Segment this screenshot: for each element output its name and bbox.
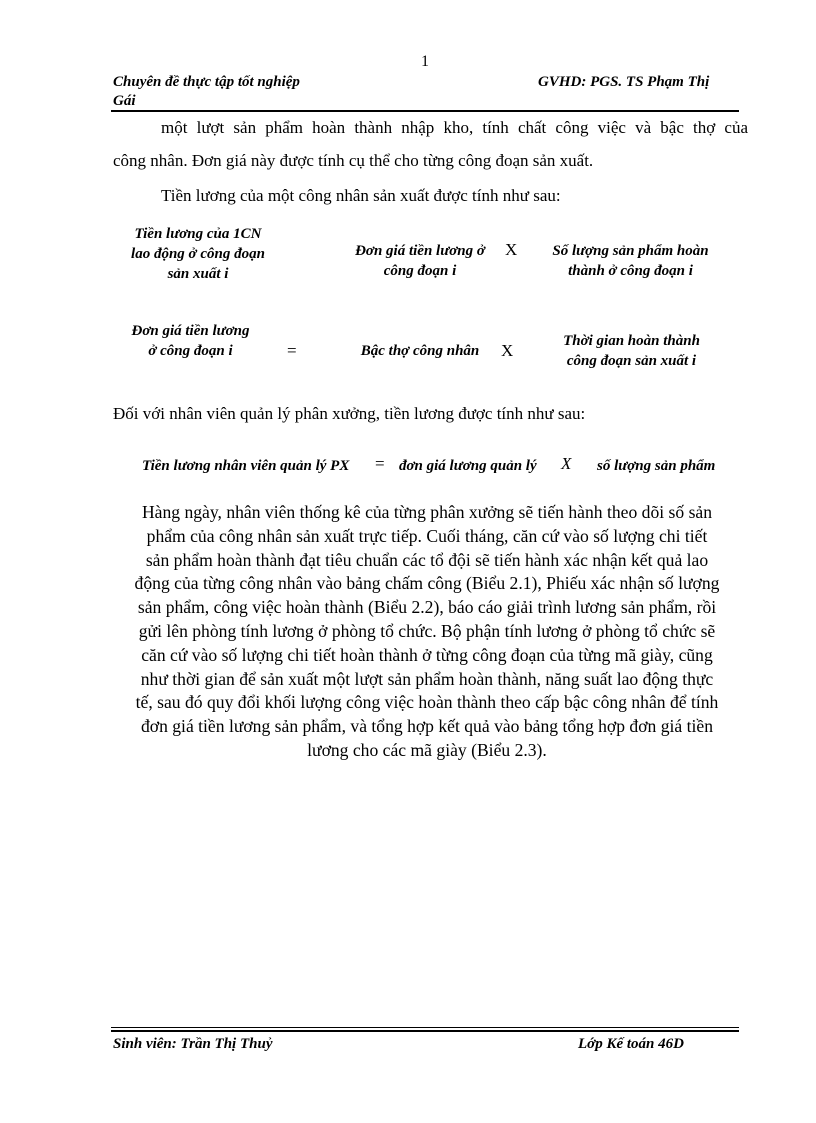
formula2-term2-line-1: Thời gian hoàn thành: [563, 333, 700, 349]
formula2-term1: Bậc thợ công nhân: [360, 343, 480, 359]
formula3-multiply: X: [561, 454, 572, 473]
footer-rule-bottom: [111, 1030, 739, 1032]
page-number: 1: [421, 53, 429, 70]
formula1-term1-line-2: công đoạn i: [383, 263, 457, 279]
formula3-term1: đơn giá lương quản lý: [399, 458, 537, 474]
footer-rule-top: [111, 1027, 739, 1028]
formula1-lhs: [113, 224, 283, 284]
formula1-lhs-line-1: Tiền lương của 1CN: [134, 226, 262, 242]
intro-line-1: một lượt sản phẩm hoàn thành nhập kho, tính chất công việc và bậc thợ của: [161, 118, 748, 137]
paragraph-line: sản phẩm hoàn thành đạt tiêu chuẩn các tổ đội sẽ tiến hành xác nhận kết quả lao: [145, 549, 709, 570]
formula2-lhs-line-1: Đơn giá tiền lương: [131, 323, 250, 339]
formula1-term2: [538, 241, 723, 281]
header-title-line-1: Chuyên đề thực tập tốt nghiệp: [113, 74, 300, 90]
paragraph-line: gửi lên phòng tính lương ở phòng tổ chức. Bộ phận tính lương ở phòng tổ chức sẽ: [138, 620, 716, 641]
formula1-term1-line-1: Đơn giá tiền lương ở: [355, 243, 485, 259]
footer-student: Sinh viên: Trần Thị Thuỷ: [113, 1036, 273, 1052]
formula1-lhs-line-2: lao động ở công đoạn: [131, 246, 265, 262]
paragraph-line: động của từng công nhân vào bảng chấm công (Biểu 2.1), Phiếu xác nhận số lượng: [134, 573, 720, 594]
intro-line-3: Tiền lương của một công nhân sản xuất được tính như sau:: [161, 186, 561, 205]
formula2-multiply: X: [501, 341, 514, 360]
paragraph-line: sản phẩm, công việc hoàn thành (Biểu 2.2), báo cáo giải trình lương sản phẩm, rồi: [137, 597, 717, 618]
paragraph-line: đơn giá tiền lương sản phẩm, và tổng hợp kết quả vào bảng tổng hợp đơn giá tiền: [140, 716, 714, 737]
paragraph-line: Hàng ngày, nhân viên thống kê của từng phân xưởng sẽ tiến hành theo dõi số sản: [141, 502, 713, 522]
formula2-equals: =: [287, 341, 297, 360]
header-rule: [111, 110, 739, 112]
formula1-term2-line-2: thành ở công đoạn i: [568, 263, 693, 279]
formula2-lhs-line-2: ở công đoạn i: [148, 343, 233, 359]
paragraph-line: lương cho các mã giày (Biểu 2.3).: [307, 739, 547, 760]
formula3-term2: số lượng sản phẩm: [597, 458, 716, 474]
paragraph-line: tế, sau đó quy đổi khối lượng công việc hoàn thành theo cấp bậc công nhân để tính: [135, 692, 719, 713]
formula1-term2-line-1: Số lượng sản phẩm hoàn: [552, 243, 709, 259]
formula2-lhs: [113, 321, 268, 361]
paragraph-line: căn cứ vào số lượng chi tiết hoàn thành ở từng công đoạn của từng mã giày, cũng: [141, 644, 713, 665]
formula3-equals: =: [375, 454, 385, 473]
paragraph-line: như thời gian để sản xuất một lượt sản phẩm hoàn thành, năng suất lao động thực: [140, 668, 714, 689]
header-document-title: [113, 73, 413, 111]
footer-class: Lớp Kế toán 46D: [578, 1036, 684, 1052]
formula3-lhs: Tiền lương nhân viên quản lý PX: [142, 458, 350, 474]
paragraph-line: phẩm của công nhân sản xuất trực tiếp. Cuối tháng, căn cứ vào số lượng chi tiết: [146, 525, 708, 546]
formula1-term1: [340, 241, 500, 281]
intro-line-2: công nhân. Đơn giá này được tính cụ thể cho từng công đoạn sản xuất.: [113, 151, 594, 170]
formula2-term2: [544, 331, 719, 371]
formula2-term2-line-2: công đoạn sản xuất i: [566, 353, 697, 369]
header-title-line-2: Gái: [113, 93, 136, 109]
manager-intro: Đối với nhân viên quản lý phân xưởng, tiền lương được tính như sau:: [113, 404, 586, 423]
main-paragraph: [112, 501, 742, 763]
formula1-lhs-line-3: sản xuất i: [167, 266, 229, 282]
formula1-multiply: X: [505, 240, 518, 259]
header-supervisor: GVHD: PGS. TS Phạm Thị: [538, 74, 710, 90]
